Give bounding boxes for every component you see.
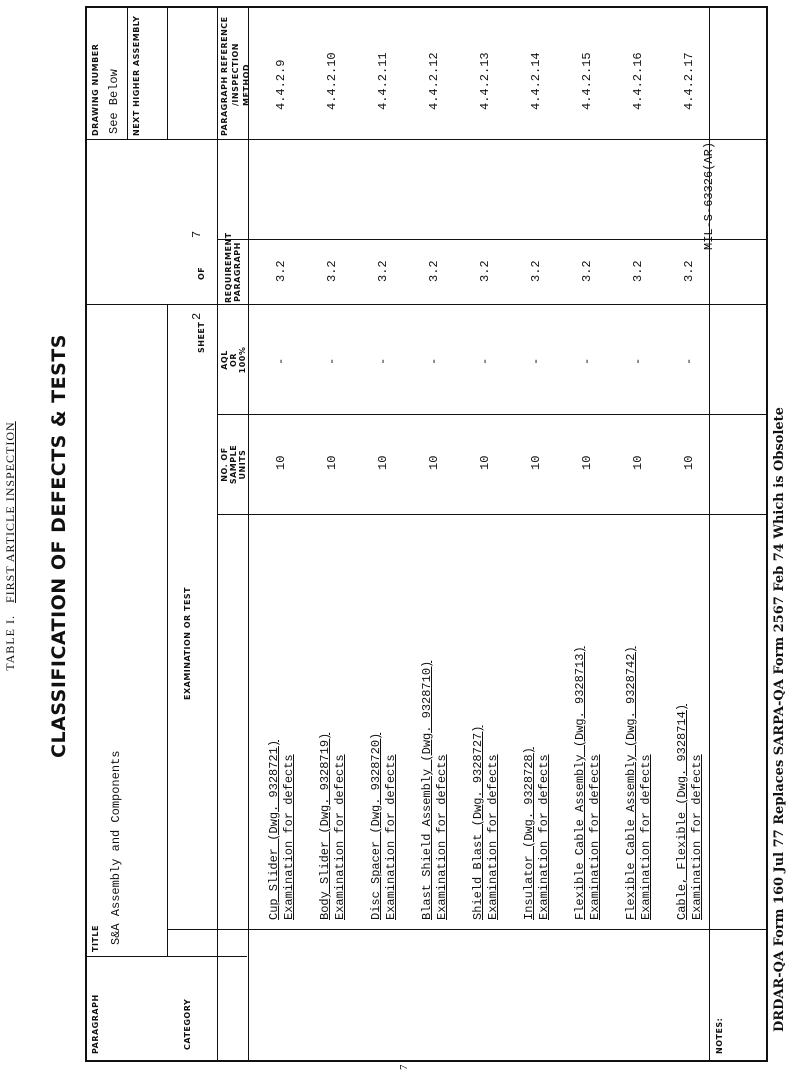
row-sample-units: 10 <box>274 455 288 470</box>
row-requirement: 3.2 <box>682 260 696 282</box>
row-reference: 4.4.2.15 <box>580 52 594 110</box>
form-frame <box>85 6 768 1062</box>
row-aql: - <box>580 357 594 365</box>
row-title: Disc Spacer (Dwg. 9328720) <box>369 732 383 920</box>
row-title: Body Slider (Dwg. 9328719) <box>318 732 332 920</box>
row-examination: Examination for defects <box>282 754 296 920</box>
row-sample-units: 10 <box>682 455 696 470</box>
row-examination: Examination for defects <box>384 754 398 920</box>
row-aql: - <box>682 357 696 365</box>
row-reference: 4.4.2.11 <box>376 52 390 110</box>
row-examination: Examination for defects <box>690 754 704 920</box>
table-caption <box>3 0 18 1092</box>
drawing-number-value: See Below <box>107 69 121 134</box>
sheet-total: 7 <box>190 230 204 238</box>
row-examination: Examination for defects <box>333 754 347 920</box>
row-aql: - <box>631 357 645 365</box>
row-requirement: 3.2 <box>376 260 390 282</box>
sheet-label: SHEET <box>197 321 206 353</box>
category-label: CATEGORY <box>183 998 192 1050</box>
sheet-number: 2 <box>190 312 204 320</box>
row-aql: - <box>274 357 288 365</box>
row-title: Cup Slider (Dwg. 9328721) <box>267 739 281 920</box>
row-title: Insulator (Dwg. 9328728) <box>522 747 536 920</box>
row-reference: 4.4.2.16 <box>631 52 645 110</box>
row-requirement: 3.2 <box>427 260 441 282</box>
drawing-number-label: DRAWING NUMBER <box>91 43 100 136</box>
requirement-header: REQUIREMENT PARAGRAPH <box>224 232 242 303</box>
row-requirement: 3.2 <box>478 260 492 282</box>
row-examination: Examination for defects <box>435 754 449 920</box>
next-higher-assembly-label: NEXT HIGHER ASSEMBLY <box>132 15 141 136</box>
row-aql: - <box>376 357 390 365</box>
table-caption-title: FIRST ARTICLE INSPECTION <box>3 421 17 604</box>
row-title: Cable, Flexible (Dwg. 9328714) <box>675 703 689 920</box>
row-sample-units: 10 <box>478 455 492 470</box>
notes-label: NOTES: <box>715 1017 724 1054</box>
aql-header: AQL OR 100% <box>220 346 247 374</box>
row-sample-units: 10 <box>580 455 594 470</box>
table-caption-prefix: TABLE I. <box>3 615 17 671</box>
spec-number: MIL-S-63326(AR) <box>702 141 716 250</box>
row-examination: Examination for defects <box>486 754 500 920</box>
row-reference: 4.4.2.9 <box>274 59 288 110</box>
row-title: Shield Blast (Dwg. 9328727) <box>471 725 485 920</box>
row-sample-units: 10 <box>631 455 645 470</box>
paragraph-label: PARAGRAPH <box>91 994 100 1054</box>
row-examination: Examination for defects <box>537 754 551 920</box>
row-sample-units: 10 <box>376 455 390 470</box>
row-examination: Examination for defects <box>639 754 653 920</box>
row-reference: 4.4.2.13 <box>478 52 492 110</box>
row-title: Blast Shield Assembly (Dwg. 9328710) <box>420 660 434 920</box>
row-requirement: 3.2 <box>529 260 543 282</box>
sample-units-header: NO. OF SAMPLE UNITS <box>220 444 247 485</box>
row-sample-units: 10 <box>529 455 543 470</box>
row-aql: - <box>427 357 441 365</box>
row-requirement: 3.2 <box>325 260 339 282</box>
row-examination: Examination for defects <box>588 754 602 920</box>
page-number: 7 <box>398 1064 410 1070</box>
row-requirement: 3.2 <box>274 260 288 282</box>
row-requirement: 3.2 <box>580 260 594 282</box>
row-sample-units: 10 <box>325 455 339 470</box>
row-reference: 4.4.2.12 <box>427 52 441 110</box>
row-reference: 4.4.2.17 <box>682 52 696 110</box>
title-label: TITLE <box>91 925 100 952</box>
row-reference: 4.4.2.14 <box>529 52 543 110</box>
of-label: OF <box>197 266 206 280</box>
reference-header: PARAGRAPH REFERENCE /INSPECTION METHOD <box>220 16 251 136</box>
title-value: S&A Assembly and Components <box>109 750 123 945</box>
footer-note: DRDAR-QA Form 160 Jul 77 Replaces SARPA-QA Form 2567 Feb 74 Which is Obsolete <box>772 407 787 1032</box>
row-aql: - <box>529 357 543 365</box>
form-title: CLASSIFICATION OF DEFECTS & TESTS <box>48 334 70 758</box>
row-aql: - <box>325 357 339 365</box>
row-title: Flexible Cable Assembly (Dwg. 9328742) <box>624 646 638 920</box>
row-reference: 4.4.2.10 <box>325 52 339 110</box>
row-sample-units: 10 <box>427 455 441 470</box>
row-title: Flexible Cable Assembly (Dwg. 9328713) <box>573 646 587 920</box>
examination-label: EXAMINATION OR TEST <box>183 586 192 700</box>
row-requirement: 3.2 <box>631 260 645 282</box>
row-aql: - <box>478 357 492 365</box>
